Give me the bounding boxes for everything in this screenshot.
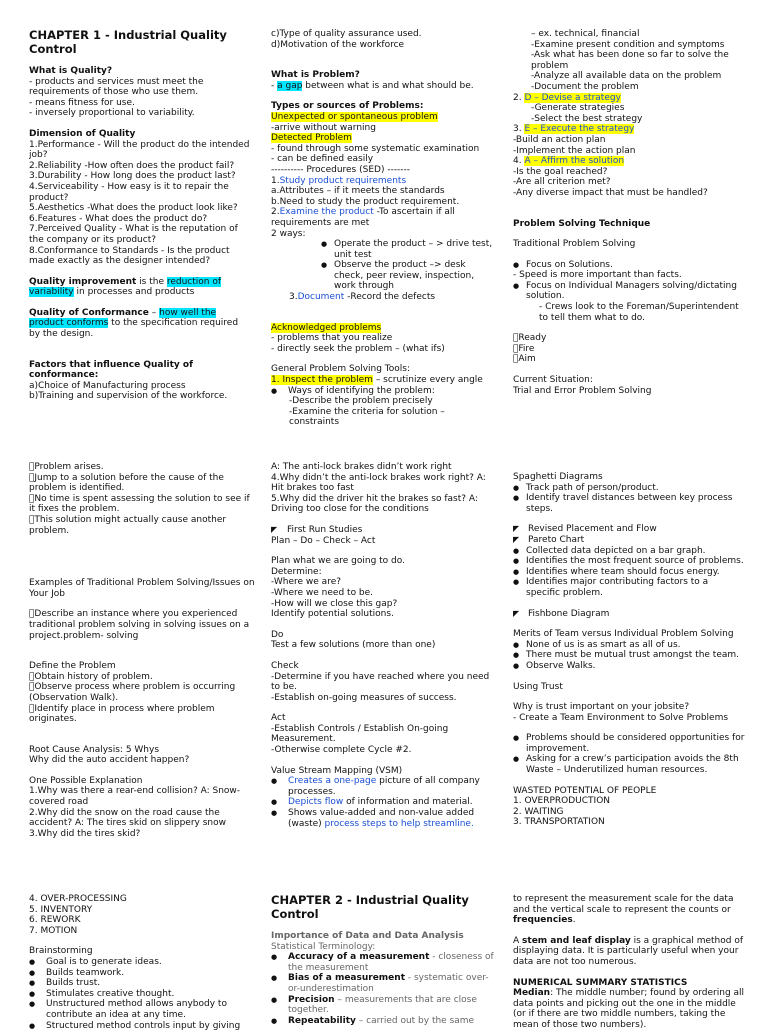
text-line: -Where we need to be. [271,587,374,598]
text: – scrutinize every angle [372,375,483,386]
link-text: process steps to help streamline. [324,818,474,829]
text-line: -How will we close this gap? [271,598,398,609]
bullet-item: ● Unstructured method allows anybody to contribute an idea at any time. [29,999,255,1020]
list-item: 4. OVER-PROCESSING [29,894,127,904]
list-item: 2.Reliability -How often does the product fail? [29,160,235,171]
r3-col2 [271,894,496,1026]
bullet-item: ● Operate the product – > drive test, unit test [271,239,496,260]
frequency-text [513,894,745,926]
list-item: 1. OVERPRODUCTION [513,796,611,807]
text-line: Traditional Problem Solving [513,239,636,250]
text-line: -Describe the problem precisely [289,396,433,407]
brainstorming-heading: Brainstorming [29,946,93,957]
text: to represent the measurement scale for the data and the vertical scale to represent the counts or [513,894,734,915]
step-e [513,124,745,135]
list-item: 3.Durability - How long does the product last? [29,171,236,182]
text-line: Describe an instance where you experienced traditional problem solving in solving issues on a project.problem- solving [29,609,250,641]
bullet-item: ● Builds teamwork. [29,968,255,979]
bullet-item [271,797,496,808]
text-line: 2 ways: [271,228,306,239]
list-item: 6.Features - What does the product do? [29,213,208,224]
term: Repeatability [288,1015,356,1026]
text-line: - problems that you realize [271,333,393,344]
importance-heading: Importance of Data and Data Analysis [271,931,464,941]
text: between what is and what should be. [302,80,474,91]
arrow-item: ◤ Revised Placement and Flow [513,524,745,535]
bullet-item: ● Collected data depicted on a bar graph. [513,546,745,557]
list-item: 2. WAITING [513,806,564,817]
text-line: Do [271,629,284,640]
text-line: Why is trust important on your jobsite? [513,702,690,713]
r1-col2 [271,29,496,428]
list-item: 7.Perceived Quality - What is the reputation of the company or its product? [29,224,238,245]
text-line: Plan – Do – Check – Act [271,535,376,546]
text-line: -Examine the criteria for solution – constraints [289,406,445,428]
text-line: 4.Why didn’t the anti-lock brakes work right? A: Hit brakes too fast [271,472,486,494]
text-line: Act [271,713,286,724]
bullet-item: ● Goal is to generate ideas. [29,957,255,968]
text-line: Current Situation: [513,375,593,386]
highlight: E – Execute the strategy [524,124,635,135]
what-is-quality-heading: What is Quality? [29,66,113,76]
text: – carried out by the same [355,1015,475,1026]
highlight: how well the product conforms [29,307,217,329]
tools-heading: General Problem Solving Tools: [271,364,411,375]
list-item: b)Training and supervision of the workforce. [29,391,228,402]
text-line: Identify potential solutions. [271,609,394,620]
highlight: A – Affirm the solution [524,156,625,167]
link-text: Study product requirements [279,175,407,186]
list-item: Problem arises. [29,462,99,472]
text-line: -Generate strategies [531,103,625,114]
what-is-problem-heading: What is Problem? [271,70,360,81]
text-line: -Select the best strategy [531,113,643,124]
text-line: 1.Why was there a rear-end collision? A: Snow-covered road [29,786,241,808]
bullet-item [271,808,496,829]
list-item: 5.Aesthetics -What does the product look like? [29,203,238,214]
bullet-item: ● Ways of identifying the problem: [271,386,496,397]
r1-col1 [29,29,251,402]
link-text: Creates a one-page [288,776,377,787]
term: Quality of Conformance [29,307,149,318]
text-line: Using Trust [513,681,563,692]
text-line: -Otherwise complete Cycle #2. [271,745,412,756]
text: 3. [289,292,298,303]
bullet-item [271,995,496,1016]
text: 3. [513,124,525,135]
text-line: - can be defined easily [271,154,374,165]
bullet-item: ● Focus on Solutions. [513,260,745,271]
dimension-list [29,140,251,267]
text-line: - directly seek the problem – (what ifs) [271,343,445,354]
list-item: 8.Conformance to Standards - Is the product made exactly as the designer intended? [29,245,230,267]
text-line: -Ask what has been done so far to solve the problem [531,50,729,71]
quality-definition-list [29,77,251,119]
text-line: -Determine if you have reached where you need to be. [271,671,490,693]
text: in processes and products [73,287,195,298]
term: Accuracy of a measurement [288,952,430,963]
list-item: Jump to a solution before the cause of the problem is identified. [29,472,219,494]
text-line: -Where we are? [271,577,342,588]
first-run-studies-heading: ◤ First Run Studies [271,525,496,536]
text-line: Statistical Terminology: [271,941,376,952]
list-item: a)Choice of Manufacturing process [29,380,186,391]
highlight: Detected Problem [271,133,352,144]
bullet-item: ● Stimulates creative thought. [29,989,255,1000]
problem-types-heading: Types or sources of Problems: [271,101,424,112]
list-item: Ready [513,333,541,344]
bullet-item: ● Structured method controls input by giving [29,1021,255,1031]
bullet-item: ● Identifies where team should focus energy. [513,567,745,578]
text-line: -Document the problem [531,81,639,92]
text-line: b.Need to study the product requirement. [271,196,460,207]
text-line: Define the Problem [29,661,116,672]
text-line: - Create a Team Environment to Solve Problems [513,712,729,723]
text-line: Check [271,660,299,671]
list-item: 4.Serviceability - How easy is it to repair the product? [29,181,229,203]
arrow-item: ◤ Pareto Chart [513,535,745,546]
list-item: Fire [513,343,530,354]
highlight: 1. Inspect the problem [271,375,373,386]
highlight: reduction of variability [29,276,222,298]
text-line: - found through some systematic examination [271,143,480,154]
text: – [148,307,160,318]
r2-col2 [271,462,496,829]
bullet-item: ● There must be mutual trust amongst the team. [513,650,745,661]
bullet-item: ● Builds trust. [29,978,255,989]
text-line: - Crews look to the Foreman/Superintendent to tell them what to do. [539,302,739,323]
list-item: c)Type of quality assurance used. [271,29,422,39]
list-item: Aim [513,354,531,365]
list-item: Obtain history of problem. [29,671,148,682]
arrow-item: ◤ Fishbone Diagram [513,609,745,620]
r1-col3 [513,29,745,396]
chapter2-title: CHAPTER 2 - Industrial Quality Control [271,893,469,921]
r3-col1 [29,894,255,1031]
text-line: Root Cause Analysis: 5 Whys [29,744,160,755]
text: picture of all company processes. [288,776,480,797]
text-line: -Is the goal reached? [513,166,608,177]
r2-col3 [513,462,745,828]
step-d [513,93,745,104]
list-item: d)Motivation of the workforce [271,39,405,50]
text-line: 2.Why did the snow on the road cause the accident? A: The tires skid on slippery snow [29,807,226,829]
text: . [572,915,576,926]
text: 4. [513,156,525,167]
list-item: 3. TRANSPORTATION [513,817,605,828]
text-line: – ex. technical, financial [531,29,640,39]
bullet-item: ● Track path of person/product. [513,483,745,494]
quality-conformance-definition [29,308,251,340]
term: stem and leaf display [522,935,631,946]
median-text [513,988,745,1030]
text-line: -Analyze all available data on the problem [531,71,722,82]
highlight: Acknowledged problems [271,322,382,333]
quality-improvement-definition [29,277,251,298]
bullet-item [271,973,496,994]
text: -To ascertain if all requirements are met [271,207,455,228]
text-line: -Establish on-going measures of success. [271,692,457,703]
numerical-summary-heading: NUMERICAL SUMMARY STATISTICS [513,977,688,988]
text: A [513,935,523,946]
text: Shows value-added and non-value added (waste) [288,808,475,829]
procedure-1 [271,176,496,187]
problem-definition [271,81,496,92]
term: Quality improvement [29,276,137,287]
link-text: Examine the product [279,207,374,218]
r3-col3 [513,894,745,1031]
text-line: Determine: [271,566,322,577]
bullet-item: ● Identifies major contributing factors to a specific problem. [513,577,745,598]
bullet-item: ● Observe Walks. [513,661,745,672]
text-line: -Establish Controls / Establish On-going Measurement. [271,723,449,745]
text: to the specification required by the design. [29,318,239,340]
text: - systematic over- or-underestimation [288,973,489,994]
text-line: Examples of Traditional Problem Solving/Issues on Your Job [29,578,255,599]
text: -Record the defects [344,292,436,303]
term: Bias of a measurement [288,973,405,984]
list-item: Observe process where problem is occurring (Observation Walk). [29,682,230,703]
text-line: - Speed is more important than facts. [513,270,682,281]
text: - closeness of the measurement [288,952,494,973]
procedure-3 [271,292,496,303]
bullet-item: ● None of us is as smart as all of us. [513,640,745,651]
spaghetti-heading: Spaghetti Diagrams [513,472,603,482]
text-line: One Possible Explanation [29,775,143,786]
vsm-heading: Value Stream Mapping (VSM) [271,765,403,776]
text-line: -Any diverse impact that must be handled? [513,187,708,198]
text-line: -Examine present condition and symptoms [531,39,725,50]
text: - [271,80,278,91]
text: 2. [513,92,525,103]
text-line: 5.Why did the driver hit the brakes so fast? A: Driving too close for the conditions [271,493,478,515]
step-a [513,156,745,167]
list-item: 7. MOTION [29,925,78,936]
r2-col1 [29,462,255,839]
term: frequencies [513,915,573,926]
text-line: Why did the auto accident happen? [29,755,190,766]
text-line: -Are all criterion met? [513,177,611,188]
text: 2. [271,207,280,218]
text: of information and material. [343,797,473,808]
term: Median [513,988,551,999]
factors-heading: Factors that influence Quality of conformance: [29,359,194,381]
bullet-item: ● Focus on Individual Managers solving/dictating solution. [513,281,745,302]
list-item: This solution might actually cause another problem. [29,514,221,536]
text: is a graphical method of displaying data. It is particularly useful when your data are not too numerous. [513,935,743,967]
text-line: -Build an action plan [513,134,606,145]
highlight: D – Devise a strategy [524,92,621,103]
highlight: a gap [277,80,303,91]
bullet-item [271,952,496,973]
term: Precision [288,994,335,1005]
text-line: a.Attributes – if it meets the standards [271,186,445,197]
bullet-item: ● Observe the product –> desk check, peer review, inspection, work through [271,260,496,292]
bullet-item [271,776,496,797]
dimension-heading: Dimension of Quality [29,128,136,139]
text: – measurements that are close together. [288,994,477,1016]
technique-heading: Problem Solving Technique [513,218,651,229]
text-line: - products and services must meet the requirements of those who use them. [29,76,204,98]
text-line: Plan what we are going to do. [271,556,405,567]
bullet-item: ● Problems should be considered opportunities for improvement. [513,733,745,754]
list-item: 1.Performance - Will the product do the intended job? [29,139,250,161]
text-line: Trial and Error Problem Solving [513,385,652,396]
bullet-item [271,1016,496,1027]
bullet-item: ● Identifies the most frequent source of problems. [513,556,745,567]
bullet-item: ● Asking for a crew’s participation avoids the 8th Waste – Underutilized human resources. [513,754,745,775]
text-line: - means fitness for use. [29,97,135,108]
text-line: ---------- Procedures (SED) ------- [271,164,411,175]
bullet-item: ● Identify travel distances between key process steps. [513,493,745,514]
list-item: No time is spent assessing the solution to see if it fixes the problem. [29,493,254,515]
text-line: WASTED POTENTIAL OF PEOPLE [513,785,657,796]
list-item: Identify place in process where problem originates. [29,703,210,725]
link-text: Depicts flow [288,797,344,808]
text-line: -arrive without warning [271,122,376,133]
list-item: 5. INVENTORY [29,904,93,915]
text-line: 3.Why did the tires skid? [29,828,141,839]
text-line: Test a few solutions (more than one) [271,640,436,651]
text-line: - inversely proportional to variability. [29,108,195,119]
text: 1. [271,175,280,186]
text: is the [136,276,167,287]
text-line: -Implement the action plan [513,145,636,156]
link-text: Document [297,292,345,303]
stem-leaf-text [513,936,745,968]
merits-heading: Merits of Team versus Individual Problem Solving [513,629,734,640]
highlight: Unexpected or spontaneous problem [271,111,438,122]
text-line: A: The anti-lock brakes didn’t work right [271,462,452,472]
list-item: 6. REWORK [29,915,81,926]
text: : The middle number; found by ordering all data points and picking out the one in the middle (or if there are two middle numbers, taking the mean of those two numbers). [513,988,745,1030]
procedure-2 [271,207,496,228]
chapter1-title: CHAPTER 1 - Industrial Quality Control [29,28,227,56]
